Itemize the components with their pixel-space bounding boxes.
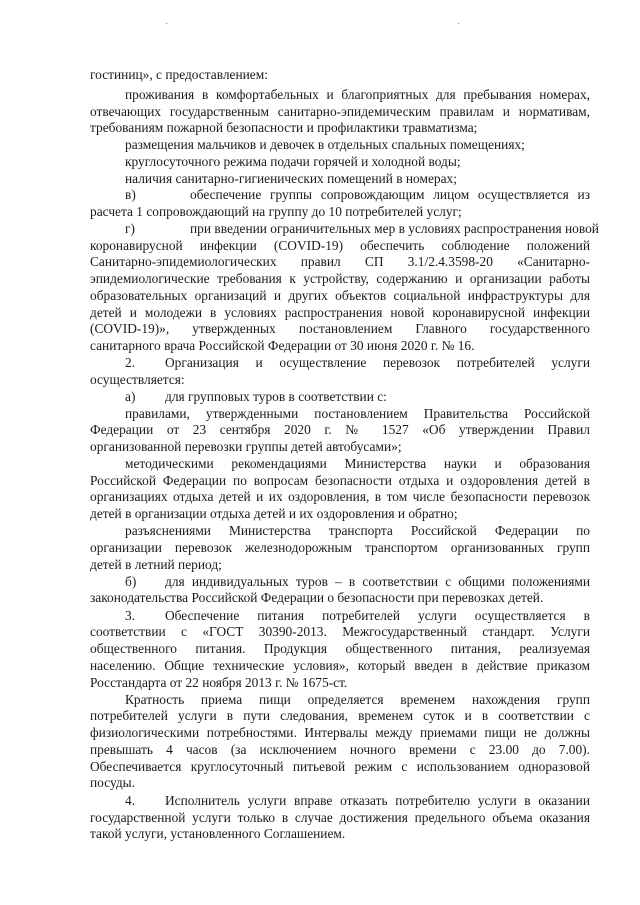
text-line: организации перевозок железнодорожным транспортом организованных групп (90, 540, 590, 555)
text-line: государственной услуги только в случае достижения предельного объема оказания (90, 810, 590, 825)
text-line: Исполнитель услуги вправе отказать потребителю услуги в оказании (165, 793, 590, 808)
text-line: физиологическими потребностями. Интервалы между приемами пищи не должны (90, 725, 590, 740)
text-line: организованной перевозки группы детей автобусами»; (90, 439, 402, 454)
text-line: законодательства Российской Федерации о безопасности при перевозках детей. (90, 590, 544, 605)
text-line: такой услуги, установленного Соглашением. (90, 826, 346, 841)
text-line: для индивидуальных туров – в соответствии с общими положениями (165, 574, 590, 589)
text-line: круглосуточного режима подачи горячей и холодной воды; (125, 154, 461, 169)
text-line: населению. Общие технические условия», который введен в действие приказом (90, 658, 590, 673)
text-line: общественного питания. Продукция общественного питания, реализуемая (90, 641, 590, 656)
text-line: гостиниц», с предоставлением: (90, 67, 268, 82)
item-marker: б) (125, 574, 137, 589)
text-line: потребителей услуги в пути следования, временем суток и в соответствии с (90, 708, 590, 723)
item-marker: а) (125, 389, 136, 404)
text-line: наличия санитарно-гигиенических помещений в номерах; (125, 171, 457, 186)
text-line: коронавирусной инфекции (COVID-19) обеспечить соблюдение положений (90, 238, 590, 253)
text-line: превышать 4 часов (за исключением ночного времени с 23.00 до 7.00). (90, 742, 590, 757)
text-line: образовательных организаций и других объектов социальной инфраструктуры для (90, 288, 590, 303)
scan-mark: · (165, 19, 169, 30)
text-line: требованиям пожарной безопасности и профилактики травматизма; (90, 120, 478, 135)
text-line: отвечающих государственным санитарно-эпидемическим правилам и нормативам, (90, 104, 590, 119)
text-line: осуществляется: (90, 372, 185, 387)
text-line: Обеспечение питания потребителей услуги осуществляется в (165, 608, 590, 623)
text-line: организациях отдыха детей и их оздоровления, в том числе безопасности перевозок (90, 489, 590, 504)
text-line: (COVID-19)», утвержденных постановлением Главного государственного (90, 321, 590, 336)
text-line: при введении ограничительных мер в условиях распространения новой (190, 221, 599, 236)
text-line: разъяснениями Министерства транспорта Российской Федерации по (125, 523, 590, 538)
text-line: Обеспечивается круглосуточный питьевой режим с использованием одноразовой (90, 759, 590, 774)
item-marker: 3. (125, 608, 136, 623)
scan-mark: · (457, 19, 461, 30)
item-marker: в) (125, 187, 136, 202)
text-line: детей и молодежи в условиях распространения новой коронавирусной инфекции (90, 305, 590, 320)
text-line: обеспечение группы сопровождающим лицом осуществляется из (190, 187, 590, 202)
text-line: методическими рекомендациями Министерства науки и образования (125, 456, 590, 471)
item-marker: 2. (125, 355, 136, 370)
text-line: проживания в комфортабельных и благоприятных для пребывания номерах, (125, 87, 590, 102)
text-line: детей в организации отдыха детей и их оздоровления и обратно; (90, 506, 458, 521)
text-line: Российской Федерации по вопросам безопасности отдыха и оздоровления детей в (90, 473, 590, 488)
text-line: Кратность приема пищи определяется временем нахождения групп (125, 692, 590, 707)
text-line: детей в летний период; (90, 557, 222, 572)
text-line: Росстандарта от 22 ноября 2013 г. № 1675-ст. (90, 675, 348, 690)
item-marker: г) (125, 221, 135, 236)
text-line: санитарного врача Российской Федерации от 30 июня 2020 г. № 16. (90, 338, 475, 353)
text-line: Федерации от 23 сентября 2020 г. № 1527 «Об утверждении Правил (90, 422, 590, 437)
text-line: соответствии с «ГОСТ 30390-2013. Межгосударственный стандарт. Услуги (90, 624, 590, 639)
text-line: эпидемиологические требования к устройству, содержанию и организации работы (90, 271, 590, 286)
text-line: для групповых туров в соответствии с: (165, 389, 387, 404)
text-line: посуды. (90, 775, 135, 790)
text-line: правилами, утвержденными постановлением Правительства Российской (125, 406, 590, 421)
item-marker: 4. (125, 793, 136, 808)
text-line: расчета 1 сопровождающий на группу до 10 потребителей услуг; (90, 204, 462, 219)
text-line: Санитарно-эпидемиологических правил СП 3.1/2.4.3598-20 «Санитарно- (90, 254, 590, 269)
text-line: Организация и осуществление перевозок потребителей услуги (165, 355, 590, 370)
text-line: размещения мальчиков и девочек в отдельных спальных помещениях; (125, 137, 525, 152)
